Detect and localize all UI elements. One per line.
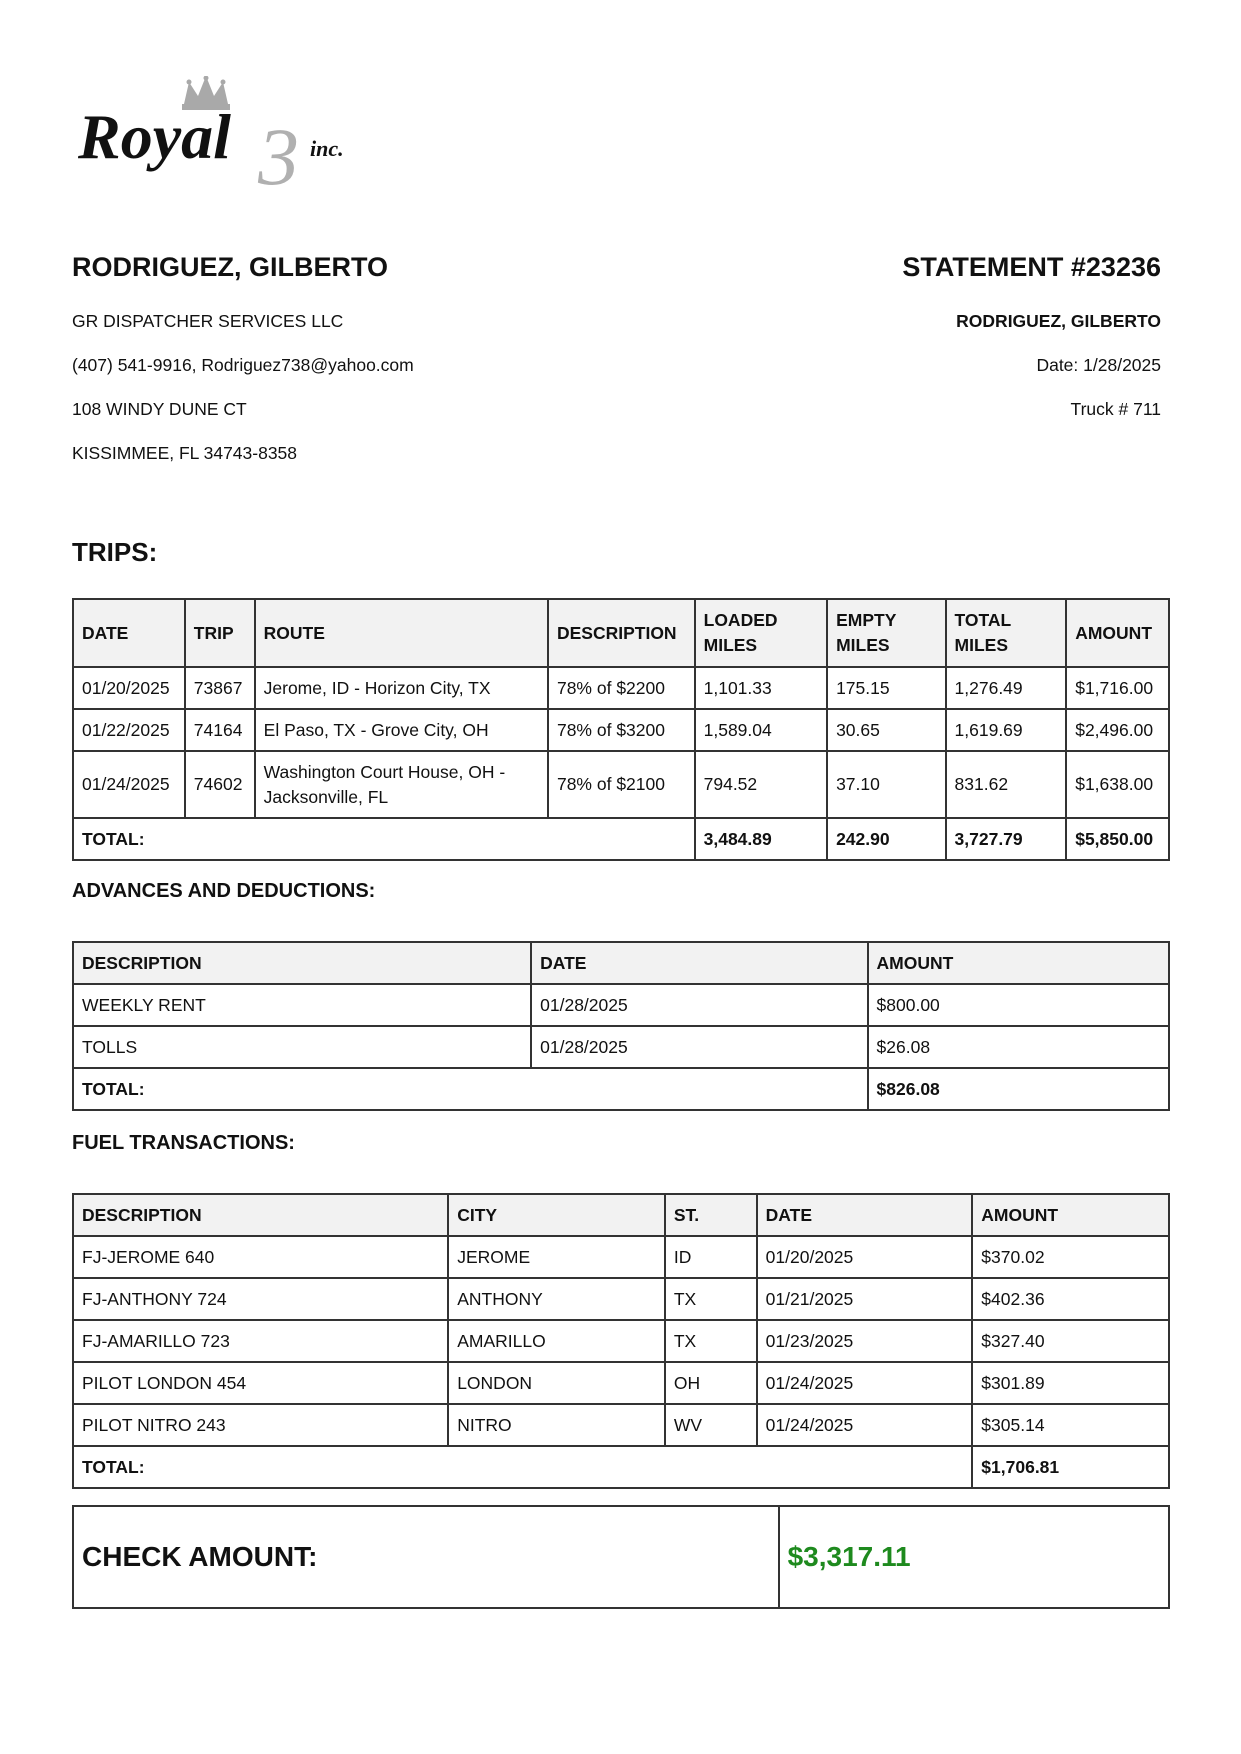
cell-loaded-miles: 1,101.33 [695, 667, 827, 709]
cell-amount: $800.00 [868, 984, 1169, 1026]
cell-description: FJ-JEROME 640 [73, 1236, 448, 1278]
column-header: DATE [757, 1194, 973, 1236]
driver-contact: (407) 541-9916, Rodriguez738@yahoo.com [72, 355, 414, 375]
cell-amount: $26.08 [868, 1026, 1169, 1068]
table-header-row [73, 599, 1169, 667]
column-header: EMPTY MILES [827, 599, 945, 667]
cell-description: PILOT LONDON 454 [73, 1362, 448, 1404]
logo-wordmark: Royal [78, 101, 231, 172]
column-header: TOTAL MILES [946, 599, 1067, 667]
cell-description: 78% of $2100 [548, 751, 695, 818]
total-row [73, 818, 1169, 860]
total-amount: $1,706.81 [972, 1446, 1169, 1488]
table-row [73, 667, 1169, 709]
table-row [73, 1362, 1169, 1404]
cell-total-miles: 831.62 [946, 751, 1067, 818]
statement-date: Date: 1/28/2025 [1036, 355, 1161, 375]
advances-heading: ADVANCES AND DEDUCTIONS: [72, 880, 376, 902]
total-row [73, 1446, 1169, 1488]
cell-state: TX [665, 1320, 757, 1362]
total-label: TOTAL: [73, 818, 695, 860]
fuel-table [72, 1193, 1170, 1489]
table-row [73, 1236, 1169, 1278]
column-header: DATE [531, 942, 867, 984]
column-header: DESCRIPTION [548, 599, 695, 667]
cell-trip: 73867 [185, 667, 255, 709]
cell-description: FJ-AMARILLO 723 [73, 1320, 448, 1362]
trips-table [72, 598, 1170, 861]
check-amount-row [73, 1506, 1169, 1608]
cell-route: El Paso, TX - Grove City, OH [255, 709, 548, 751]
driver-address-line2: KISSIMMEE, FL 34743-8358 [72, 443, 298, 463]
cell-date: 01/22/2025 [73, 709, 185, 751]
cell-city: LONDON [448, 1362, 665, 1404]
cell-description: FJ-ANTHONY 724 [73, 1278, 448, 1320]
table-row [73, 984, 1169, 1026]
driver-company: GR DISPATCHER SERVICES LLC [72, 311, 344, 331]
logo-suffix: inc. [310, 136, 344, 161]
cell-total-miles: 1,619.69 [946, 709, 1067, 751]
total-empty-miles: 242.90 [827, 818, 945, 860]
statement-name: RODRIGUEZ, GILBERTO [956, 311, 1161, 331]
table-row [73, 709, 1169, 751]
cell-trip: 74602 [185, 751, 255, 818]
table-row [73, 1320, 1169, 1362]
company-logo [78, 76, 388, 196]
table-row [73, 1404, 1169, 1446]
column-header: CITY [448, 1194, 665, 1236]
total-row [73, 1068, 1169, 1110]
cell-state: OH [665, 1362, 757, 1404]
cell-empty-miles: 30.65 [827, 709, 945, 751]
total-label: TOTAL: [73, 1446, 972, 1488]
driver-address-line1: 108 WINDY DUNE CT [72, 399, 247, 419]
total-loaded-miles: 3,484.89 [695, 818, 827, 860]
cell-date: 01/23/2025 [757, 1320, 973, 1362]
cell-loaded-miles: 794.52 [695, 751, 827, 818]
column-header: DESCRIPTION [73, 942, 531, 984]
fuel-heading: FUEL TRANSACTIONS: [72, 1132, 295, 1154]
logo-numeral: 3 [258, 111, 299, 196]
cell-city: NITRO [448, 1404, 665, 1446]
cell-total-miles: 1,276.49 [946, 667, 1067, 709]
cell-description: TOLLS [73, 1026, 531, 1068]
cell-empty-miles: 175.15 [827, 667, 945, 709]
cell-date: 01/20/2025 [757, 1236, 973, 1278]
column-header: AMOUNT [972, 1194, 1169, 1236]
total-amount: $5,850.00 [1066, 818, 1169, 860]
cell-amount: $1,716.00 [1066, 667, 1169, 709]
cell-description: WEEKLY RENT [73, 984, 531, 1026]
total-label: TOTAL: [73, 1068, 868, 1110]
total-miles: 3,727.79 [946, 818, 1067, 860]
table-row [73, 1278, 1169, 1320]
cell-amount: $305.14 [972, 1404, 1169, 1446]
cell-amount: $1,638.00 [1066, 751, 1169, 818]
cell-description: 78% of $3200 [548, 709, 695, 751]
check-amount-value: $3,317.11 [779, 1506, 1169, 1608]
cell-amount: $327.40 [972, 1320, 1169, 1362]
statement-truck: Truck # 711 [1070, 399, 1161, 419]
column-header: AMOUNT [1066, 599, 1169, 667]
table-header-row [73, 1194, 1169, 1236]
cell-city: JEROME [448, 1236, 665, 1278]
column-header: DESCRIPTION [73, 1194, 448, 1236]
cell-state: WV [665, 1404, 757, 1446]
table-header-row [73, 942, 1169, 984]
cell-date: 01/21/2025 [757, 1278, 973, 1320]
cell-amount: $2,496.00 [1066, 709, 1169, 751]
advances-table [72, 941, 1170, 1111]
cell-empty-miles: 37.10 [827, 751, 945, 818]
column-header: ROUTE [255, 599, 548, 667]
cell-date: 01/20/2025 [73, 667, 185, 709]
cell-route: Jerome, ID - Horizon City, TX [255, 667, 548, 709]
cell-loaded-miles: 1,589.04 [695, 709, 827, 751]
cell-route: Washington Court House, OH - Jacksonville, FL [255, 751, 548, 818]
column-header: AMOUNT [868, 942, 1169, 984]
table-row [73, 751, 1169, 818]
check-amount-box [72, 1505, 1170, 1609]
cell-date: 01/28/2025 [531, 1026, 867, 1068]
cell-description: 78% of $2200 [548, 667, 695, 709]
table-row [73, 1026, 1169, 1068]
cell-date: 01/24/2025 [757, 1362, 973, 1404]
cell-state: TX [665, 1278, 757, 1320]
cell-amount: $402.36 [972, 1278, 1169, 1320]
column-header: LOADED MILES [695, 599, 827, 667]
cell-date: 01/24/2025 [73, 751, 185, 818]
cell-state: ID [665, 1236, 757, 1278]
total-amount: $826.08 [868, 1068, 1169, 1110]
cell-trip: 74164 [185, 709, 255, 751]
cell-amount: $301.89 [972, 1362, 1169, 1404]
cell-city: ANTHONY [448, 1278, 665, 1320]
cell-date: 01/28/2025 [531, 984, 867, 1026]
statement-title: STATEMENT #23236 [902, 252, 1161, 282]
driver-name: RODRIGUEZ, GILBERTO [72, 252, 389, 282]
column-header: ST. [665, 1194, 757, 1236]
cell-date: 01/24/2025 [757, 1404, 973, 1446]
column-header: DATE [73, 599, 185, 667]
trips-heading: TRIPS: [72, 537, 158, 567]
cell-amount: $370.02 [972, 1236, 1169, 1278]
cell-description: PILOT NITRO 243 [73, 1404, 448, 1446]
cell-city: AMARILLO [448, 1320, 665, 1362]
check-amount-label: CHECK AMOUNT: [73, 1506, 779, 1608]
column-header: TRIP [185, 599, 255, 667]
